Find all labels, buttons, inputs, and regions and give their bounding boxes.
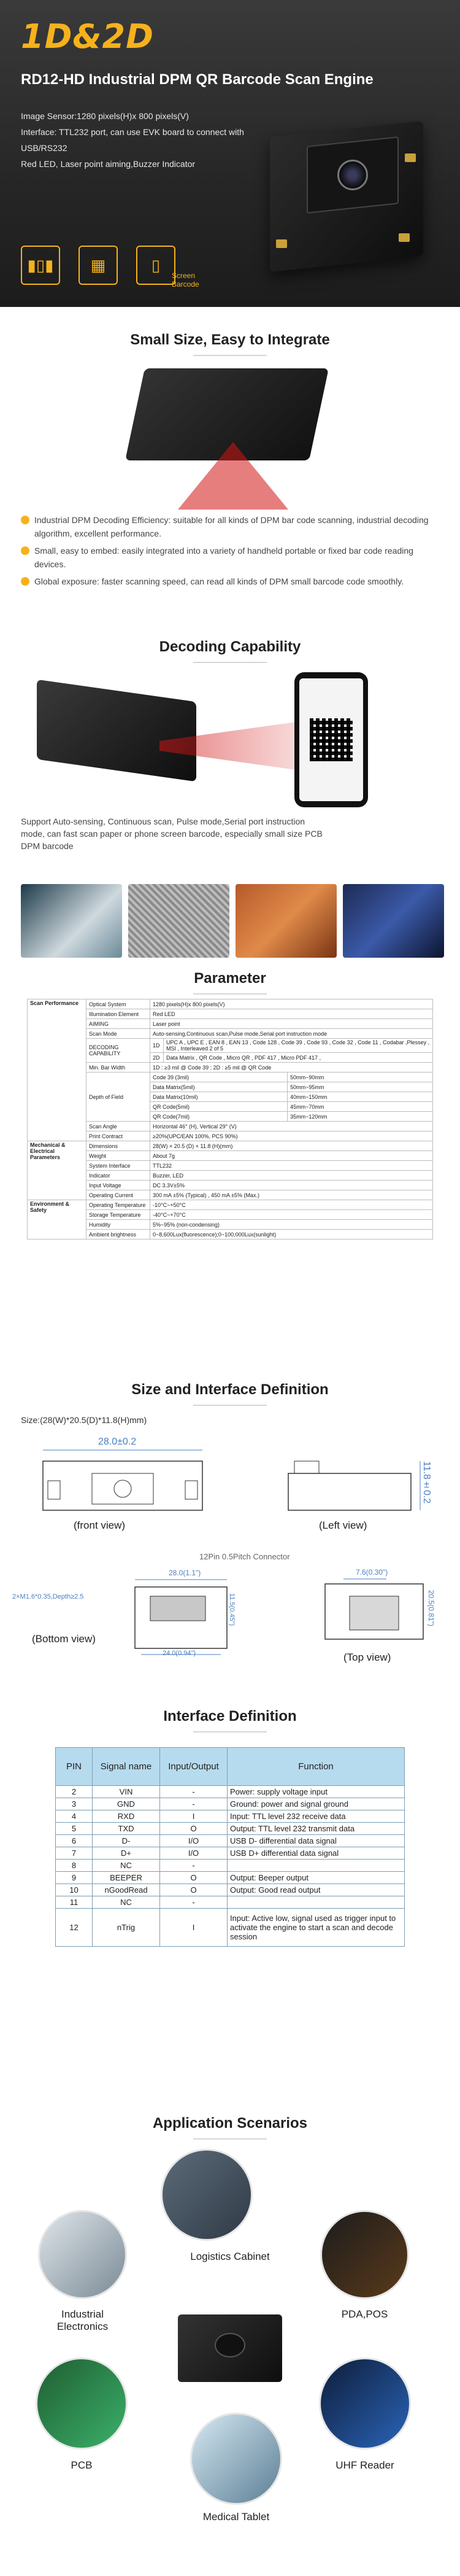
interface-io-cell: O [160, 1872, 228, 1884]
pcb-label: PCB [71, 2459, 93, 2471]
feature-bullet: Small, easy to embed: easily integrated into a variety of handheld portable or fixed bar code reading devices. [21, 544, 444, 571]
parameter-value: Auto-sensing,Continuous scan,Pulse mode,Serial port instruction mode [150, 1029, 433, 1039]
interface-pin-cell: 11 [56, 1896, 93, 1909]
hero-title: RD12-HD Industrial DPM QR Barcode Scan Engine [21, 71, 374, 88]
left-view-caption: (Left view) [319, 1519, 367, 1531]
parameter-value: Data Matrix , QR Code , Micro QR , PDF 417 , Micro PDF 417 , [164, 1053, 433, 1063]
mount-holes-dim: 2×M1.6*0.35,Depth≥2.5 [12, 1593, 84, 1600]
interface-io-cell: - [160, 1896, 228, 1909]
front-view-drawing [31, 1437, 227, 1516]
front-width-dim: 28.0±0.2 [98, 1437, 137, 1447]
parameter-value: TTL232 [150, 1161, 433, 1171]
parameter-item: System Interface [86, 1161, 150, 1171]
dpm-sample-images [21, 884, 444, 958]
interface-function-cell: Output: Beeper output [228, 1872, 405, 1884]
left-view-drawing [276, 1437, 435, 1516]
parameter-row [28, 1009, 433, 1019]
parameter-row [28, 1181, 433, 1190]
interface-io-cell: O [160, 1884, 228, 1896]
bottom-view-drawing [12, 1569, 236, 1661]
interface-signal-cell: NC [93, 1860, 160, 1872]
interface-row [56, 1847, 405, 1860]
hero-spec-line: Interface: TTL232 port, can use EVK board to connect with USB/RS232 [21, 127, 244, 153]
interface-function-cell [228, 1860, 405, 1872]
pda-pos-label: PDA,POS [341, 2308, 388, 2320]
parameter-table [27, 999, 433, 1240]
parameter-row [28, 1220, 433, 1230]
parameter-item: Optical System [86, 999, 150, 1009]
interface-function-cell: Input: TTL level 232 receive data [228, 1810, 405, 1823]
parameter-row [28, 1210, 433, 1220]
parameter-value-range: 40mm~150mm [288, 1092, 433, 1102]
size-summary: Size:(28(W)*20.5(D)*11.8(H)mm) [21, 1415, 147, 1425]
interface-io-cell: I/O [160, 1835, 228, 1847]
scanner-beam-image [110, 362, 350, 503]
feature-bullet: Industrial DPM Decoding Efficiency: suitable for all kinds of DPM bar code scanning, industrial decoding algorithm, excellent performance. [21, 513, 444, 540]
parameter-item: Humidity [86, 1220, 150, 1230]
parameter-row [28, 1073, 433, 1082]
top-height-dim: 20.5(0.81") [427, 1590, 435, 1626]
parameter-item: Indicator [86, 1171, 150, 1181]
industrial-electronics-image [38, 2210, 127, 2299]
interface-pin-cell: 9 [56, 1872, 93, 1884]
logistics-cabinet-label: Logistics Cabinet [190, 2251, 270, 2262]
scan-engine-image [264, 92, 442, 276]
interface-io-cell: - [160, 1860, 228, 1872]
hero-spec-list [21, 108, 278, 172]
front-height-dim: 11.8±0.2 [421, 1461, 432, 1504]
col-header-io: Input/Output [160, 1748, 228, 1786]
industrial-electronics-label: Industrial Electronics [56, 2308, 109, 2332]
parameter-value: -40°C~+70°C [150, 1210, 433, 1220]
bottom-inner-dim: 24.0(0.94") [163, 1650, 196, 1657]
pda-pos-image [320, 2210, 409, 2299]
hero-spec-line: Image Sensor:1280 pixels(H)x 800 pixels(V) [21, 111, 189, 121]
parameter-row [28, 1039, 433, 1053]
parameter-item: Operating Temperature [86, 1200, 150, 1210]
interface-function-cell: Input: Active low, signal used as trigger input to activate the engine to start a scan and decode session [228, 1909, 405, 1947]
interface-function-cell: Ground: power and signal ground [228, 1798, 405, 1810]
bullet-dot-icon [21, 516, 29, 524]
parameter-category: Environment & Safety [28, 1200, 86, 1240]
top-view-caption: (Top view) [343, 1651, 391, 1663]
interface-signal-cell: VIN [93, 1786, 160, 1798]
medical-tablet-image [190, 2413, 282, 2505]
interface-row [56, 1884, 405, 1896]
interface-row [56, 1896, 405, 1909]
interface-signal-cell: RXD [93, 1810, 160, 1823]
bottom-width-dim: 28.0(1.1") [169, 1569, 201, 1577]
parameter-value: Red LED [150, 1009, 433, 1019]
parameter-sub: 1D [150, 1039, 164, 1053]
bottom-height-dim: 11.5(0.45") [228, 1593, 236, 1626]
parameter-title: Parameter [0, 970, 460, 995]
barcode-icon: ▮▯▮ [21, 246, 60, 285]
interface-io-cell: - [160, 1798, 228, 1810]
interface-io-cell: - [160, 1786, 228, 1798]
parameter-item: Ambient brightness [86, 1230, 150, 1240]
top-view-drawing [319, 1568, 442, 1645]
front-view-caption: (front view) [74, 1519, 126, 1531]
parameter-value: 1280 pixels(H)x 800 pixels(V) [150, 999, 433, 1009]
small-size-title: Small Size, Easy to Integrate [0, 332, 460, 356]
uhf-reader-image [319, 2357, 411, 2450]
parameter-value: 0~8,600Lux(fluorescence);0~100,000Lux(sunlight) [150, 1230, 433, 1240]
parameter-value: 5%~95% (non-condensing) [150, 1220, 433, 1230]
interface-function-cell: Output: Good read output [228, 1884, 405, 1896]
interface-table [55, 1747, 405, 1947]
col-header-function: Function [228, 1748, 405, 1786]
col-header-signal: Signal name [93, 1748, 160, 1786]
interface-io-cell: I [160, 1909, 228, 1947]
parameter-category: Scan Performance [28, 999, 86, 1141]
bottom-view-caption: (Bottom view) [32, 1633, 96, 1645]
parameter-row [28, 1122, 433, 1131]
parameter-value: ≥20%(UPC/EAN 100%, PCS 90%) [150, 1131, 433, 1141]
center-scan-engine-image [166, 2296, 294, 2407]
feature-bullet: Global exposure: faster scanning speed, can read all kinds of DPM small barcode code smoothly. [21, 575, 444, 588]
interface-io-cell: I/O [160, 1847, 228, 1860]
parameter-sub: 2D [150, 1053, 164, 1063]
bullet-dot-icon [21, 577, 29, 586]
bullet-dot-icon [21, 546, 29, 555]
parameter-value: About 7g [150, 1151, 433, 1161]
medical-tablet-label: Medical Tablet [202, 2511, 270, 2523]
interface-signal-cell: BEEPER [93, 1872, 160, 1884]
decoding-phone-image [18, 672, 442, 813]
interface-row [56, 1786, 405, 1798]
parameter-row [28, 1151, 433, 1161]
parameter-value: QR Code(5mil) [150, 1102, 288, 1112]
interface-pin-cell: 10 [56, 1884, 93, 1896]
parameter-item: AIMING [86, 1019, 150, 1029]
parameter-item: Print Contract [86, 1131, 150, 1141]
parameter-value: QR Code(7mil) [150, 1112, 288, 1122]
parameter-item: Min. Bar Width [86, 1063, 150, 1073]
interface-row [56, 1798, 405, 1810]
top-width-dim: 7.6(0.30") [356, 1568, 388, 1577]
interface-row [56, 1823, 405, 1835]
interface-pin-cell: 7 [56, 1847, 93, 1860]
parameter-value: DC 3.3V±5% [150, 1181, 433, 1190]
apps-title: Application Scenarios [0, 2115, 460, 2140]
parameter-item: Input Voltage [86, 1181, 150, 1190]
interface-pin-cell: 4 [56, 1810, 93, 1823]
parameter-value-range: 50mm~95mm [288, 1082, 433, 1092]
parameter-value: Buzzer, LED [150, 1171, 433, 1181]
interface-io-cell: O [160, 1823, 228, 1835]
interface-pin-cell: 6 [56, 1835, 93, 1847]
parameter-value: Code 39 (3mil) [150, 1073, 288, 1082]
interface-signal-cell: TXD [93, 1823, 160, 1835]
parameter-value: 28(W) × 20.5 (D) × 11.8 (H)(mm) [150, 1141, 433, 1151]
parameter-value: 300 mA ±5% (Typical) , 450 mA ±5% (Max.) [150, 1190, 433, 1200]
interface-signal-cell: nGoodRead [93, 1884, 160, 1896]
interface-pin-cell: 12 [56, 1909, 93, 1947]
interface-function-cell: USB D- differential data signal [228, 1835, 405, 1847]
uhf-reader-label: UHF Reader [335, 2459, 394, 2471]
interface-pin-cell: 8 [56, 1860, 93, 1872]
connector-label: 12Pin 0.5Pitch Connector [199, 1552, 290, 1561]
hero-badge: 1D&2D [21, 17, 154, 56]
dpm-sample-image [236, 884, 337, 958]
parameter-value: Horizontal 46° (H), Vertical 29° (V) [150, 1122, 433, 1131]
dpm-sample-image [343, 884, 444, 958]
parameter-category: Mechanical & Electrical Parameters [28, 1141, 86, 1200]
parameter-value: Data Matrix(10mil) [150, 1092, 288, 1102]
parameter-item: Scan Angle [86, 1122, 150, 1131]
parameter-row [28, 1190, 433, 1200]
hero-feature-icons [21, 246, 175, 285]
feature-bullet-list [21, 513, 444, 592]
interface-row [56, 1810, 405, 1823]
parameter-row [28, 1029, 433, 1039]
parameter-value: 1D : ≥3 mil @ Code 39 ; 2D : ≥5 mil @ QR Code [150, 1063, 433, 1073]
interface-function-cell [228, 1896, 405, 1909]
parameter-row [28, 1141, 433, 1151]
parameter-row [28, 1171, 433, 1181]
interface-pin-cell: 2 [56, 1786, 93, 1798]
interface-row [56, 1872, 405, 1884]
size-title: Size and Interface Definition [0, 1381, 460, 1406]
interface-signal-cell: nTrig [93, 1909, 160, 1947]
col-header-pin: PIN [56, 1748, 93, 1786]
decoding-description: Support Auto-sensing, Continuous scan, Pulse mode,Serial port instruction mode, can fast scan paper or phone screen barcode, especially small size PCB DPM barcode [21, 817, 323, 851]
interface-row [56, 1909, 405, 1947]
parameter-row [28, 1230, 433, 1240]
interface-pin-cell: 3 [56, 1798, 93, 1810]
parameter-row [28, 1019, 433, 1029]
parameter-value: -10°C~+50°C [150, 1200, 433, 1210]
screen-barcode-label: Screen Barcode [172, 271, 199, 289]
parameter-value: Data Matrix(5mil) [150, 1082, 288, 1092]
qr-code-icon: ▦ [79, 246, 118, 285]
parameter-row [28, 999, 433, 1009]
parameter-value-range: 35mm~120mm [288, 1112, 433, 1122]
dpm-sample-image [21, 884, 122, 958]
phone-screen-icon: ▯ [136, 246, 175, 285]
parameter-item: Storage Temperature [86, 1210, 150, 1220]
dpm-sample-image [128, 884, 229, 958]
parameter-row [28, 1131, 433, 1141]
interface-row [56, 1835, 405, 1847]
interface-signal-cell: D- [93, 1835, 160, 1847]
interface-signal-cell: D+ [93, 1847, 160, 1860]
interface-function-cell: Power: supply voltage input [228, 1786, 405, 1798]
parameter-item: Operating Current [86, 1190, 150, 1200]
interface-function-cell: Output: TTL level 232 transmit data [228, 1823, 405, 1835]
interface-signal-cell: NC [93, 1896, 160, 1909]
hero-spec-line: Red LED, Laser point aiming,Buzzer Indicator [21, 159, 196, 169]
parameter-item: DECODING CAPABILITY [86, 1039, 150, 1063]
interface-pin-cell: 5 [56, 1823, 93, 1835]
parameter-value-range: 45mm~70mm [288, 1102, 433, 1112]
interface-function-cell: USB D+ differential data signal [228, 1847, 405, 1860]
parameter-value-range: 50mm~90mm [288, 1073, 433, 1082]
parameter-row [28, 1161, 433, 1171]
parameter-item: Weight [86, 1151, 150, 1161]
parameter-item: Depth of Field [86, 1073, 150, 1122]
parameter-value: Laser point [150, 1019, 433, 1029]
interface-signal-cell: GND [93, 1798, 160, 1810]
parameter-value: UPC A , UPC E , EAN 8 , EAN 13 , Code 128 , Code 39 , Code 93 , Code 32 , Code 11 , Codabar ,Plessey , MSI , Interleaved 2 of 5 [164, 1039, 433, 1053]
decoding-title: Decoding Capability [0, 638, 460, 663]
parameter-row [28, 1200, 433, 1210]
hero-banner [0, 0, 460, 307]
parameter-item: Scan Mode [86, 1029, 150, 1039]
pcb-image [36, 2357, 128, 2450]
parameter-item: Illumination Element [86, 1009, 150, 1019]
interface-title: Interface Definition [0, 1708, 460, 1732]
interface-io-cell: I [160, 1810, 228, 1823]
qr-code-icon [310, 718, 353, 761]
parameter-row [28, 1063, 433, 1073]
interface-row [56, 1860, 405, 1872]
parameter-item: Dimensions [86, 1141, 150, 1151]
logistics-cabinet-image [161, 2149, 253, 2241]
